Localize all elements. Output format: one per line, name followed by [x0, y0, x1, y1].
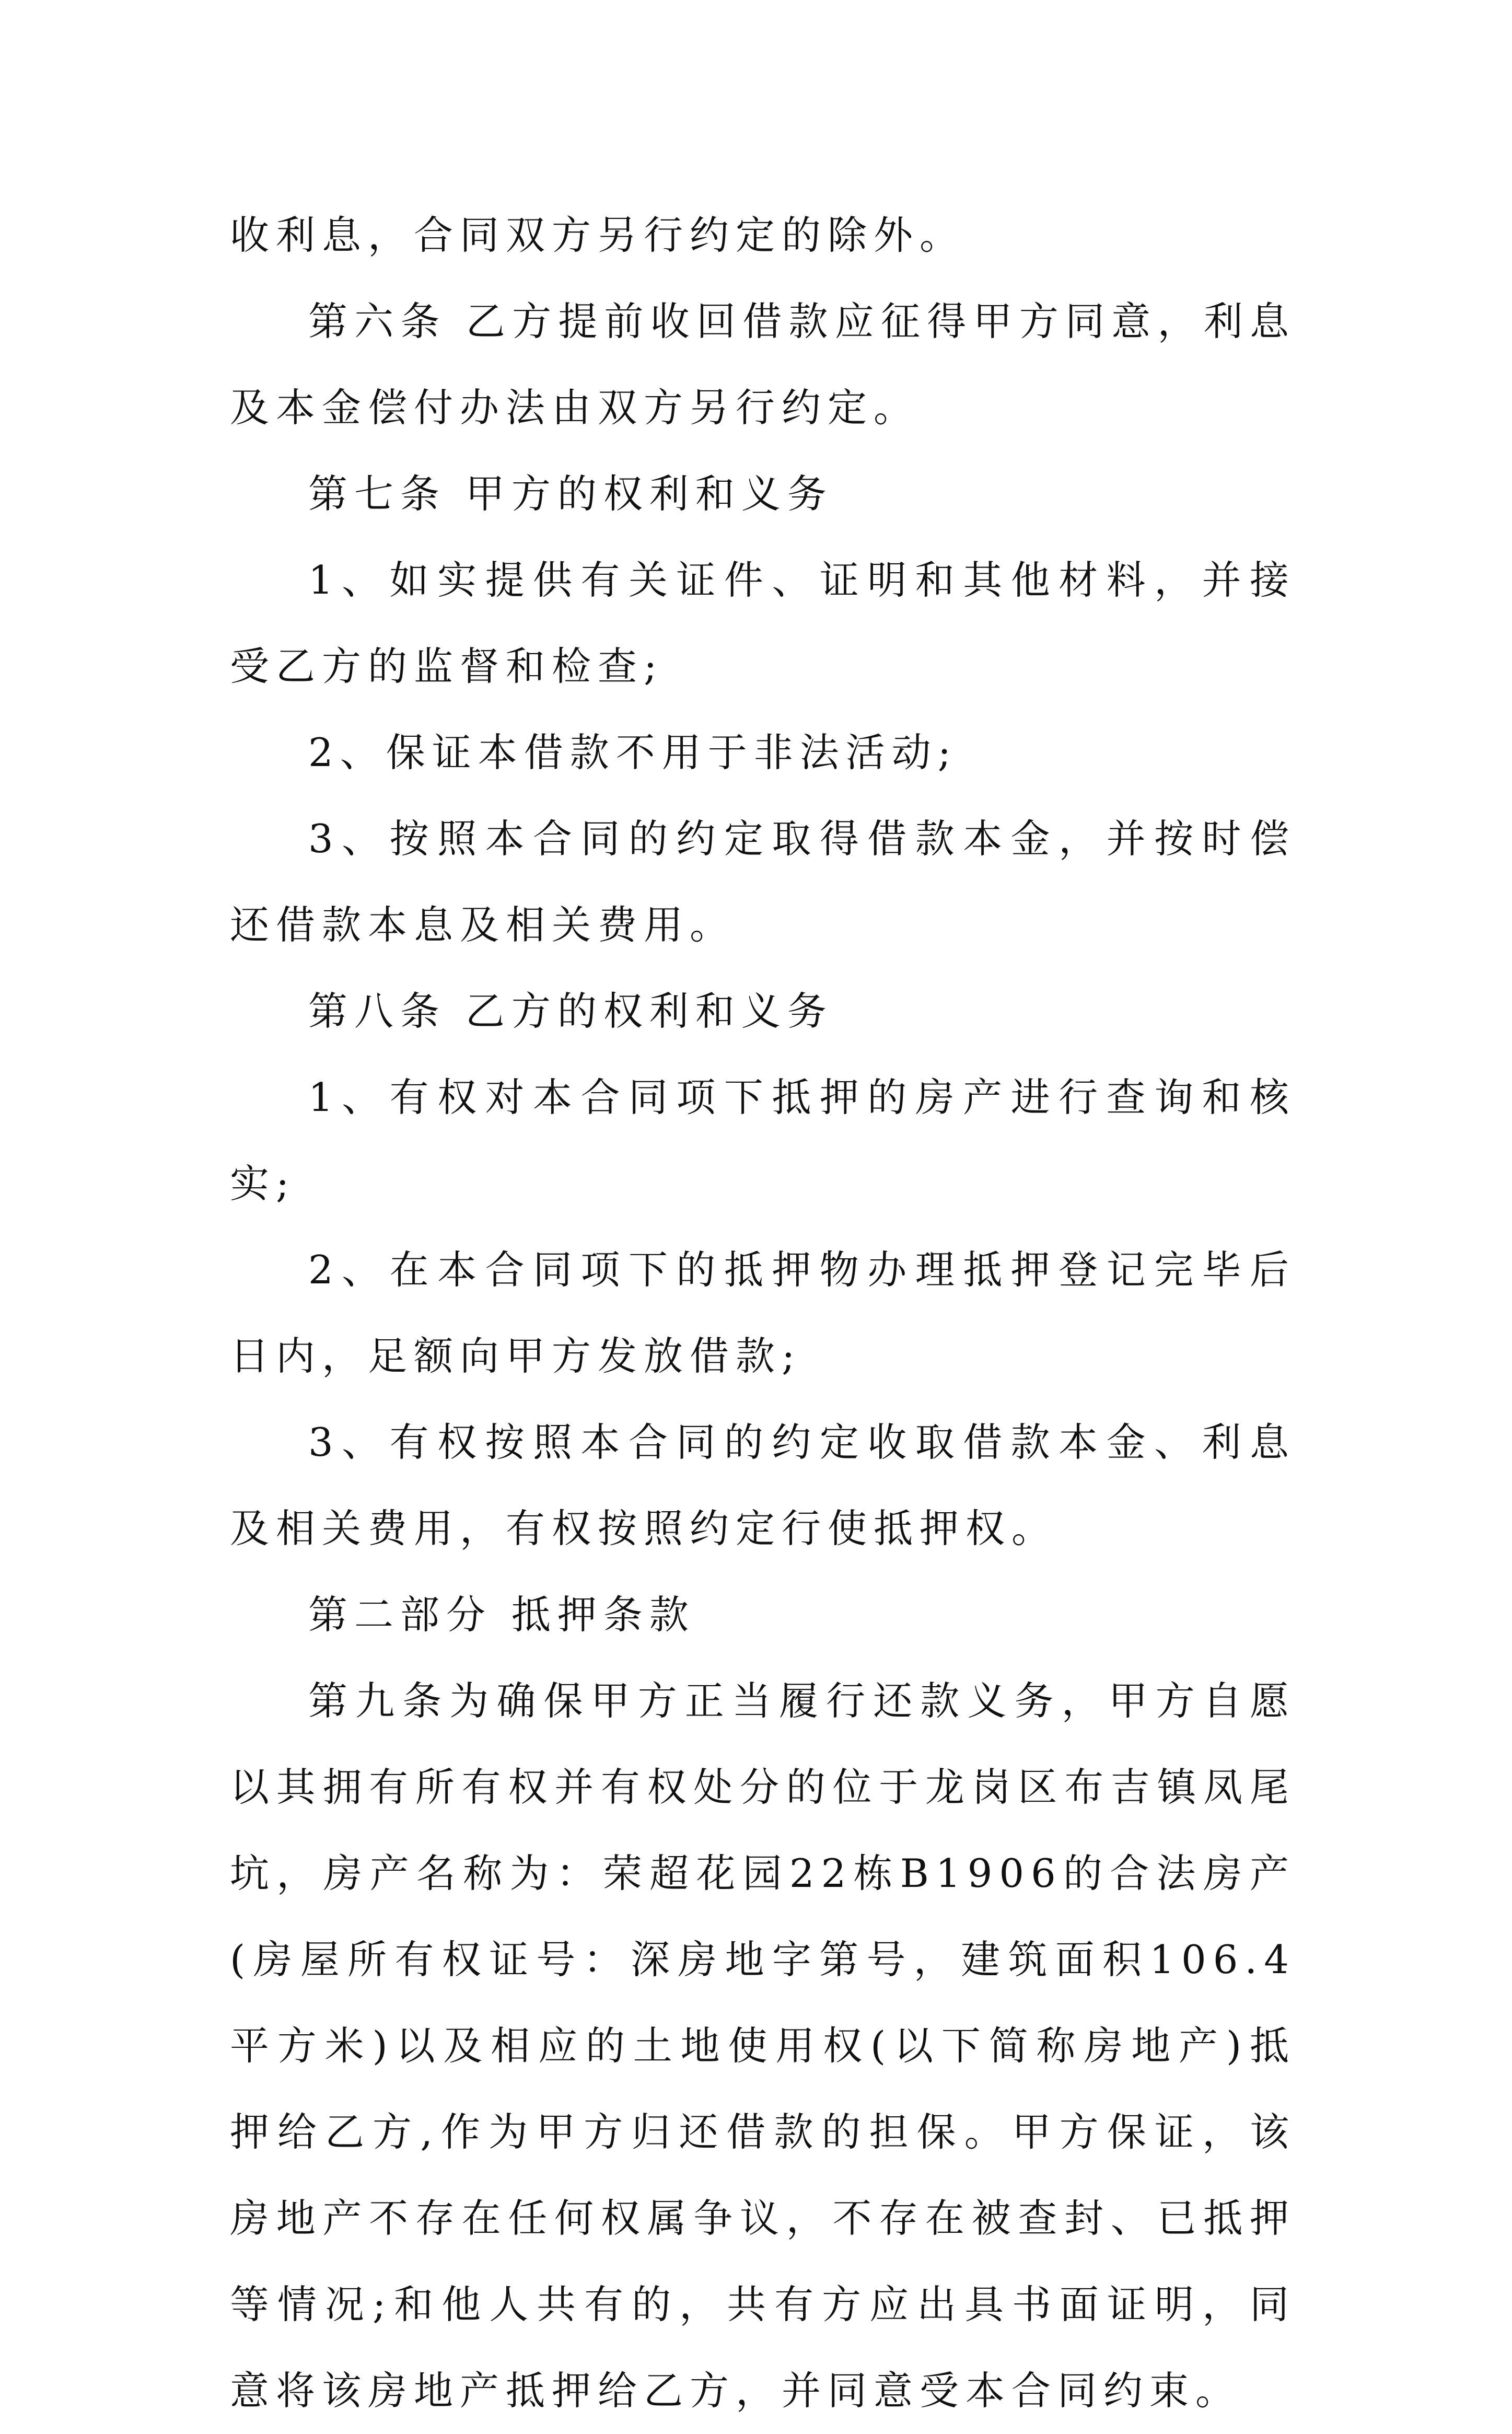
document-body	[230, 192, 1296, 2434]
heading-article-7: 第七条 甲方的权利和义务	[308, 471, 833, 517]
paragraph-article-9: 第九条为确保甲方正当履行还款义务，甲方自愿以其拥有所有权并有权处分的位于龙岗区布吉镇凤尾坑，房产名称为：荣超花园22栋B1906的合法房产(房屋所有权证号：深房地字第号，建筑面积106.4平方米)以及相应的土地使用权(以下简称房地产)抵押给乙方,作为甲方归还借款的担保。甲方保证，该房地产不存在任何权属争议，不存在被查封、已抵押等情况;和他人共有的，共有方应出具书面证明，同意将该房地产抵押给乙方，并同意受本合同约束。	[230, 1678, 1296, 2414]
paragraph-article-7-item-3: 3、按照本合同的约定取得借款本金，并按时偿还借款本息及相关费用。	[230, 816, 1296, 948]
paragraph-article-6: 第六条 乙方提前收回借款应征得甲方同意，利息及本金偿付办法由双方另行约定。	[230, 298, 1296, 431]
paragraph-article-8-item-2: 2、在本合同项下的抵押物办理抵押登记完毕后 日内，足额向甲方发放借款;	[230, 1247, 1296, 1379]
paragraph-article-8-item-1: 1、有权对本合同项下抵押的房产进行查询和核实;	[230, 1074, 1296, 1207]
heading-article-8: 第八条 乙方的权利和义务	[308, 988, 833, 1034]
paragraph-article-8-item-3: 3、有权按照本合同的约定收取借款本金、利息及相关费用，有权按照约定行使抵押权。	[230, 1419, 1296, 1551]
paragraph-article-7-item-2: 2、保证本借款不用于非法活动;	[308, 729, 958, 775]
heading-part-2: 第二部分 抵押条款	[308, 1592, 695, 1638]
paragraph-article-7-item-1: 1、如实提供有关证件、证明和其他材料，并接受乙方的监督和检查;	[230, 557, 1296, 689]
paragraph-interest-continuation: 收利息，合同双方另行约定的除外。	[230, 212, 966, 258]
